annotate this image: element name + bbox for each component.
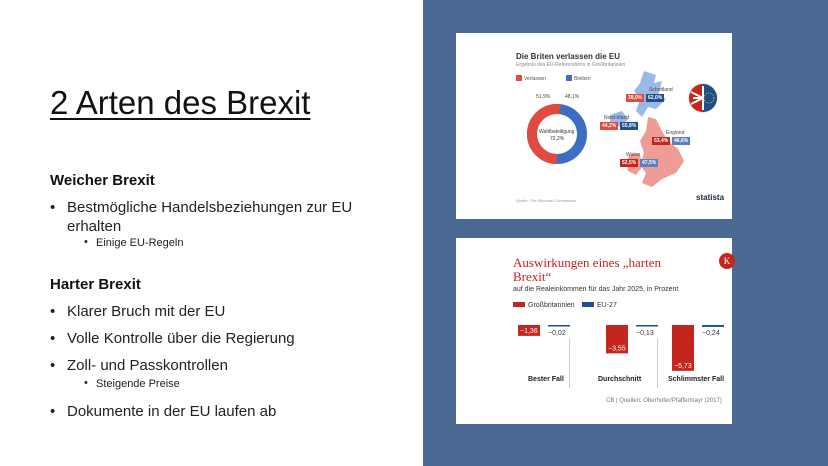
england-leave: 53,4% bbox=[654, 138, 669, 144]
bullet-icon: • bbox=[50, 303, 56, 320]
bar-eu-0 bbox=[548, 325, 570, 327]
bar-label-eu-0: −0,02 bbox=[548, 330, 566, 337]
ni-remain: 55,8% bbox=[622, 123, 637, 129]
pct-leave: 51,9% bbox=[536, 94, 551, 100]
bar-label-gb-2: −5,73 bbox=[674, 362, 692, 370]
bullet-icon: • bbox=[50, 199, 56, 216]
bar-eu-1 bbox=[636, 325, 658, 327]
bullet-soft-1: • Bestmögliche Handelsbeziehungen zur EU erhalten bbox=[50, 199, 353, 235]
wales-remain: 47,5% bbox=[642, 160, 657, 166]
bullet-icon: • bbox=[84, 377, 88, 389]
scotland-leave: 38,0% bbox=[628, 95, 643, 101]
statista-logo: statista bbox=[696, 193, 725, 202]
bullet-hard-2: • Volle Kontrolle über die Regierung bbox=[50, 330, 295, 347]
turnout-label: Wahlbeteiligung bbox=[539, 129, 575, 135]
infographic-subtitle: Ergebnis des EU-Referendums in Großbritannien bbox=[516, 62, 626, 68]
soft-heading: Weicher Brexit bbox=[50, 172, 155, 189]
bullet-icon: • bbox=[50, 330, 56, 347]
map-england bbox=[640, 117, 684, 187]
sub-bullet-hard-1: • Steigende Preise bbox=[84, 377, 180, 390]
sub-bullet-soft-1: • Einige EU-Regeln bbox=[84, 236, 184, 249]
legend-swatch-remain bbox=[566, 75, 572, 81]
label-england: England bbox=[666, 130, 685, 136]
infographic-credits: Quelle: The Electoral Commission bbox=[516, 198, 577, 203]
turnout-value: 72,2% bbox=[550, 136, 565, 142]
legend-gb: Großbritannien bbox=[513, 302, 575, 309]
bar-label-eu-1: −0,13 bbox=[636, 330, 654, 337]
england-remain: 46,6% bbox=[674, 138, 689, 144]
chart-source: CB | Quellen: Oberhofer/Pfaffermayr (2017) bbox=[606, 398, 722, 404]
bar-plot bbox=[456, 238, 732, 424]
k-logo-icon: K bbox=[719, 253, 735, 269]
infographic-title: Die Briten verlassen die EU bbox=[516, 52, 621, 61]
legend-leave: Verlassen bbox=[516, 75, 546, 82]
brexit-impact-chart bbox=[456, 238, 732, 424]
category-label-average: Durchschnitt bbox=[598, 376, 642, 383]
bar-eu-2 bbox=[702, 325, 724, 327]
uk-eu-flag-icon bbox=[688, 83, 718, 113]
ni-leave: 44,2% bbox=[602, 123, 617, 129]
category-label-best: Bester Fall bbox=[528, 376, 564, 383]
group-divider bbox=[569, 338, 570, 388]
bullet-hard-1: • Klarer Bruch mit der EU bbox=[50, 303, 226, 320]
bar-label-gb-0: −1,36 bbox=[520, 327, 538, 335]
bar-label-eu-2: −0,24 bbox=[702, 330, 720, 337]
bullet-hard-3: • Zoll- und Passkontrollen bbox=[50, 357, 228, 374]
legend-remain: Bleiben bbox=[566, 75, 591, 82]
legend-swatch-leave bbox=[516, 75, 522, 81]
label-wales: Wales bbox=[626, 152, 640, 158]
hard-heading: Harter Brexit bbox=[50, 276, 141, 293]
wales-leave: 52,5% bbox=[622, 160, 637, 166]
pct-remain: 48,1% bbox=[565, 94, 580, 100]
category-label-worst: Schlimmster Fall bbox=[668, 376, 725, 383]
bullet-icon: • bbox=[50, 357, 56, 374]
scotland-remain: 62,0% bbox=[648, 95, 663, 101]
chart-title: Auswirkungen eines „harten Brexit“ bbox=[513, 255, 662, 284]
bullet-hard-4: • Dokumente in der EU laufen ab bbox=[50, 403, 277, 420]
label-northern-ireland: Nord-Irland bbox=[604, 115, 630, 121]
bullet-icon: • bbox=[84, 236, 88, 248]
group-divider bbox=[657, 338, 658, 388]
bullet-icon: • bbox=[50, 403, 56, 420]
chart-subtitle: auf die Realeinkommen für das Jahr 2025, in Prozent bbox=[513, 286, 679, 293]
slide-title: 2 Arten des Brexit bbox=[50, 84, 311, 121]
statista-infographic bbox=[456, 33, 732, 219]
legend-eu: EU-27 bbox=[582, 302, 617, 309]
label-scotland: Schottland bbox=[649, 87, 673, 93]
bar-label-gb-1: −3,55 bbox=[608, 345, 626, 353]
